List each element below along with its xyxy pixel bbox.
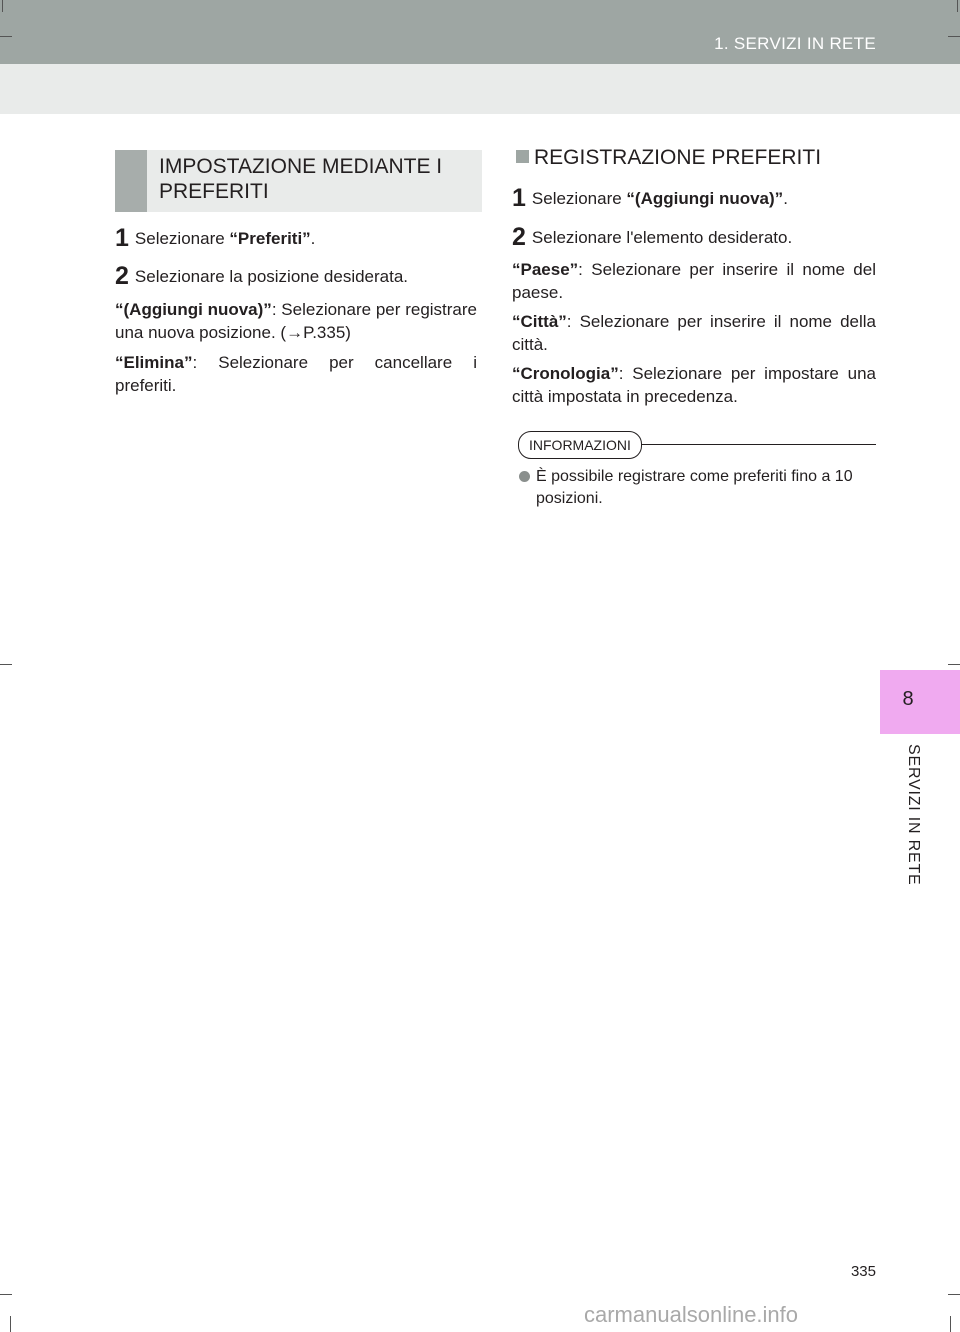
chapter-title: 1. SERVIZI IN RETE <box>714 34 876 53</box>
subsection-title-text: REGISTRAZIONE PREFERITI <box>534 146 822 169</box>
square-bullet-icon <box>516 150 529 163</box>
page-number: 335 <box>850 1263 876 1280</box>
chapter-side-label: SERVIZI IN RETE <box>905 744 922 886</box>
step-text: Selezionare <box>531 189 627 208</box>
option-cronologia <box>512 362 876 408</box>
step-option: “(Aggiungi nuova)” <box>626 189 784 208</box>
crop-mark <box>957 0 958 12</box>
chapter-number: 8 <box>902 688 914 710</box>
subsection-title <box>516 146 821 170</box>
option-desc: : Selezionare per inserire il nome della città. <box>512 312 876 354</box>
option-desc: : Selezionare per inserire il nome del paese. <box>512 260 876 302</box>
option-desc: : Selezionare per cancellare i preferiti. <box>115 353 477 395</box>
chapter-tab <box>880 670 960 734</box>
option-label: “Cronologia” <box>512 364 619 383</box>
header-subband <box>0 64 960 114</box>
step-number: 2 <box>115 262 129 290</box>
crop-mark <box>10 1316 11 1332</box>
header-band <box>0 0 960 64</box>
step-text: Selezionare la posizione desiderata. <box>134 267 409 286</box>
option-aggiungi <box>115 298 477 344</box>
step-1 <box>115 224 315 253</box>
crop-mark <box>0 36 12 37</box>
info-badge: INFORMAZIONI <box>518 431 642 459</box>
crop-mark <box>0 664 12 665</box>
crop-mark <box>948 36 960 37</box>
option-label: “(Aggiungi nuova)” <box>115 300 272 319</box>
crop-mark <box>2 0 3 12</box>
section-header-bar <box>115 150 147 212</box>
step-option: “Preferiti” <box>229 229 311 248</box>
step-text: Selezionare <box>134 229 230 248</box>
option-label: “Paese” <box>512 260 579 279</box>
section-title: IMPOSTAZIONE MEDIANTE I PREFERITI <box>159 155 443 203</box>
step-2 <box>115 262 408 291</box>
crop-mark <box>948 664 960 665</box>
crop-mark <box>948 1294 960 1295</box>
option-citta <box>512 310 876 356</box>
step-text: Selezionare l'elemento desiderato. <box>531 228 793 247</box>
step-2 <box>512 223 792 252</box>
watermark: carmanualsonline.info <box>584 1302 799 1327</box>
option-paese <box>512 258 876 304</box>
step-number: 1 <box>115 224 129 252</box>
crop-mark <box>950 1316 951 1332</box>
bullet-icon <box>519 471 530 482</box>
option-label: “Città” <box>512 312 567 331</box>
option-label: “Elimina” <box>115 353 193 372</box>
step-end: . <box>310 229 316 248</box>
section-header <box>115 150 482 212</box>
step-1 <box>512 184 788 213</box>
step-number: 2 <box>512 223 526 251</box>
step-number: 1 <box>512 184 526 212</box>
crop-mark <box>0 1294 12 1295</box>
option-elimina <box>115 351 477 397</box>
option-desc: : Selezionare per impostare una città impostata in precedenza. <box>512 364 876 406</box>
option-desc: : Selezionare per registrare una nuova posizione. (→P.335) <box>115 300 477 342</box>
step-end: . <box>783 189 788 208</box>
info-text: È possibile registrare come preferiti fino a 10 posizioni. <box>536 468 853 507</box>
